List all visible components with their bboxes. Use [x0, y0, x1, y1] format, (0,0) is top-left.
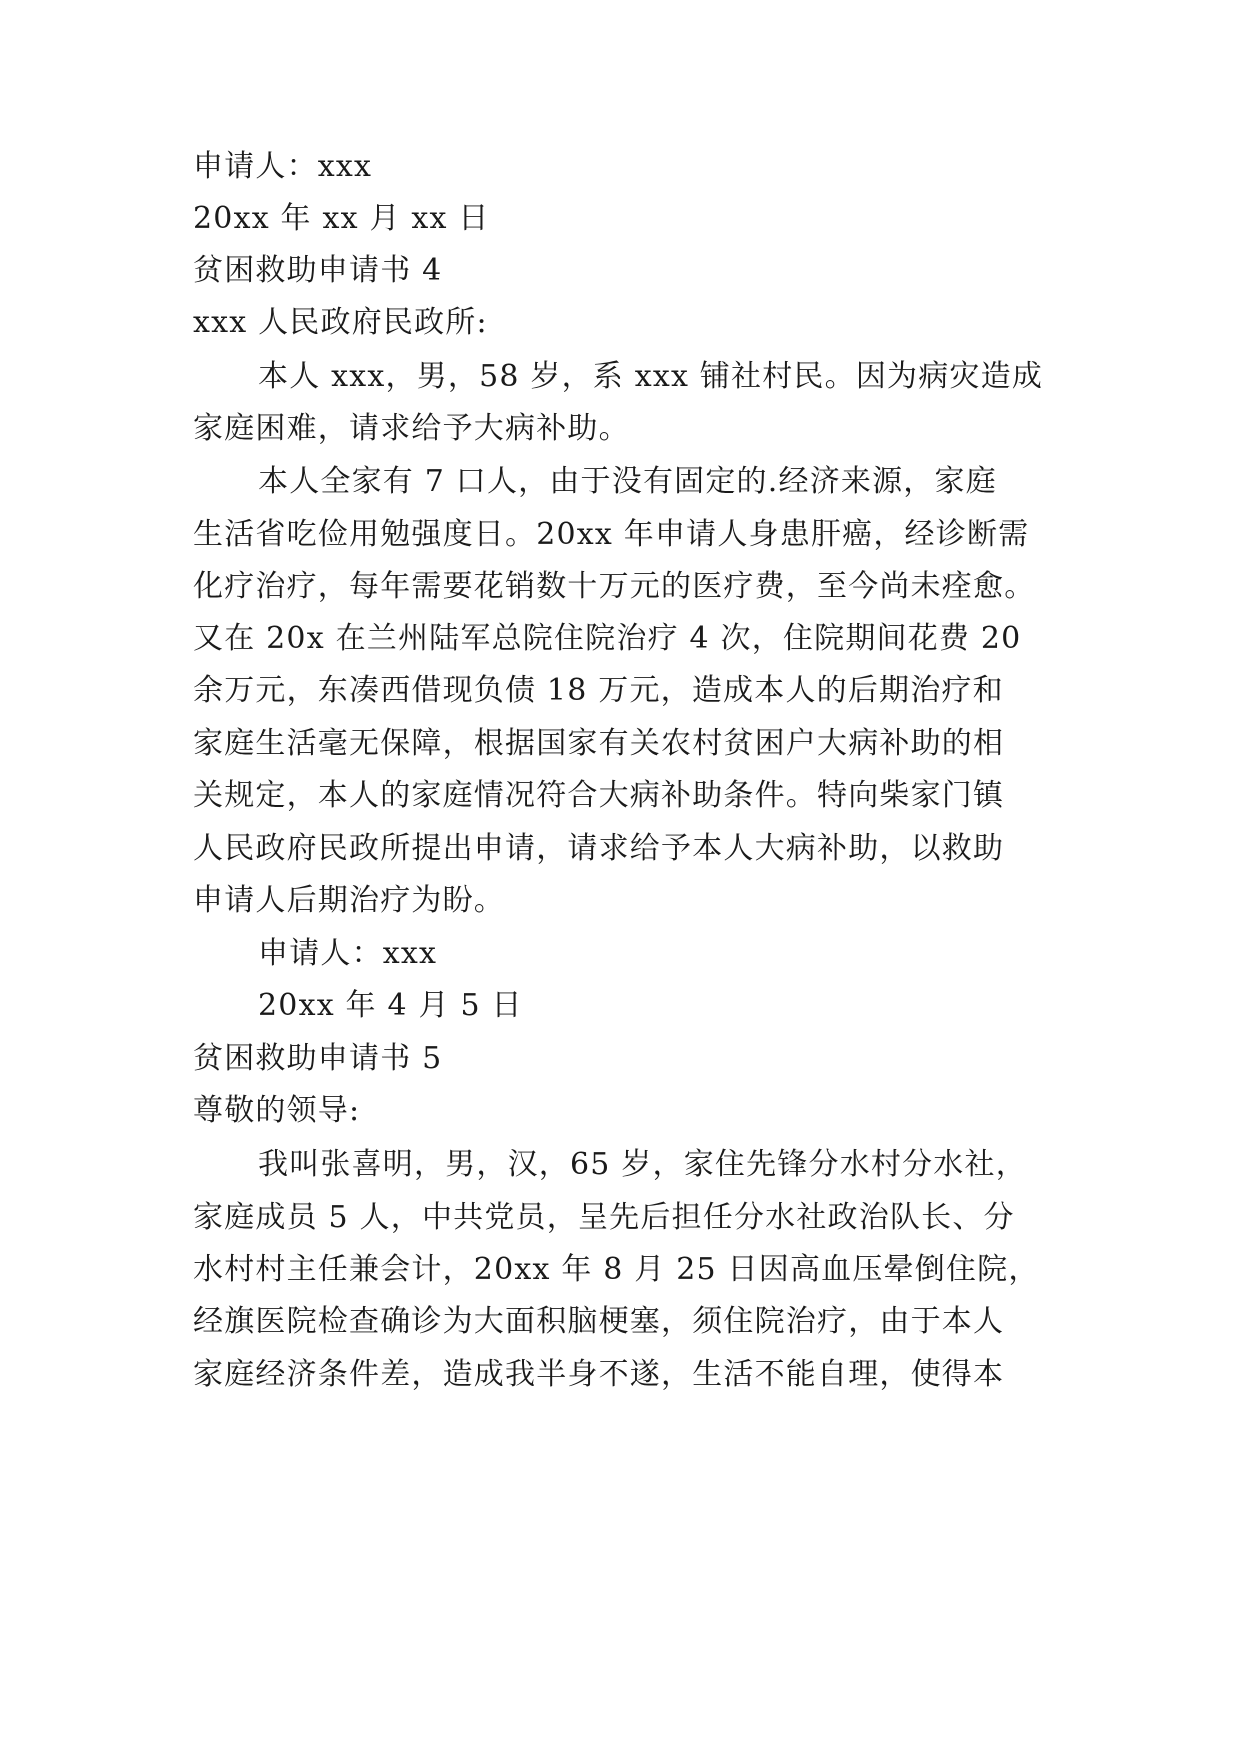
section5-para1-line: 水村村主任兼会计，20xx 年 8 月 25 日因高血压晕倒住院，: [193, 1252, 1040, 1287]
section4-para2-line: 关规定，本人的家庭情况符合大病补助条件。特向柴家门镇: [193, 778, 1005, 813]
section5-title: 贫困救助申请书 5: [193, 1041, 443, 1076]
section4-para2-line: 申请人后期治疗为盼。: [193, 883, 505, 918]
section4-para2-line: 化疗治疗，每年需要花销数十万元的医疗费，至今尚未痊愈。: [193, 569, 1036, 604]
section4-para2-line: 家庭生活毫无保障，根据国家有关农村贫困户大病补助的相: [193, 726, 1005, 761]
section4-salutation: xxx 人民政府民政所:: [193, 305, 488, 340]
section4-para1-line: 家庭困难，请求给予大病补助。: [193, 411, 630, 446]
section4-date: 20xx 年 4 月 5 日: [258, 988, 523, 1023]
section5-para1-line: 经旗医院检查确诊为大面积脑梗塞，须住院治疗，由于本人: [193, 1304, 1005, 1339]
section3-applicant: 申请人：xxx: [193, 149, 373, 184]
section5-para1-line: 我叫张喜明，男，汉，65 岁，家住先锋分水村分水社，: [258, 1147, 1027, 1182]
section5-para1-line: 家庭成员 5 人，中共党员，呈先后担任分水社政治队长、分: [193, 1200, 1015, 1235]
section4-para2-line: 生活省吃俭用勉强度日。20xx 年申请人身患肝癌，经诊断需: [193, 517, 1030, 552]
section4-para2-line: 人民政府民政所提出申请，请求给予本人大病补助，以救助: [193, 831, 1005, 866]
section4-para2-line: 余万元，东凑西借现负债 18 万元，造成本人的后期治疗和: [193, 673, 1004, 708]
section4-para2-line: 又在 20x 在兰州陆军总院住院治疗 4 次，住院期间花费 20: [193, 621, 1022, 656]
section4-applicant: 申请人：xxx: [258, 936, 438, 971]
section3-date: 20xx 年 xx 月 xx 日: [193, 201, 490, 236]
section4-title: 贫困救助申请书 4: [193, 253, 443, 288]
section5-salutation: 尊敬的领导:: [193, 1093, 361, 1128]
section4-para2-line: 本人全家有 7 口人，由于没有固定的.经济来源，家庭: [258, 464, 997, 499]
section4-para1-line: 本人 xxx，男，58 岁，系 xxx 铺社村民。因为病灾造成: [258, 359, 1044, 394]
section5-para1-line: 家庭经济条件差，造成我半身不遂，生活不能自理，使得本: [193, 1357, 1005, 1392]
